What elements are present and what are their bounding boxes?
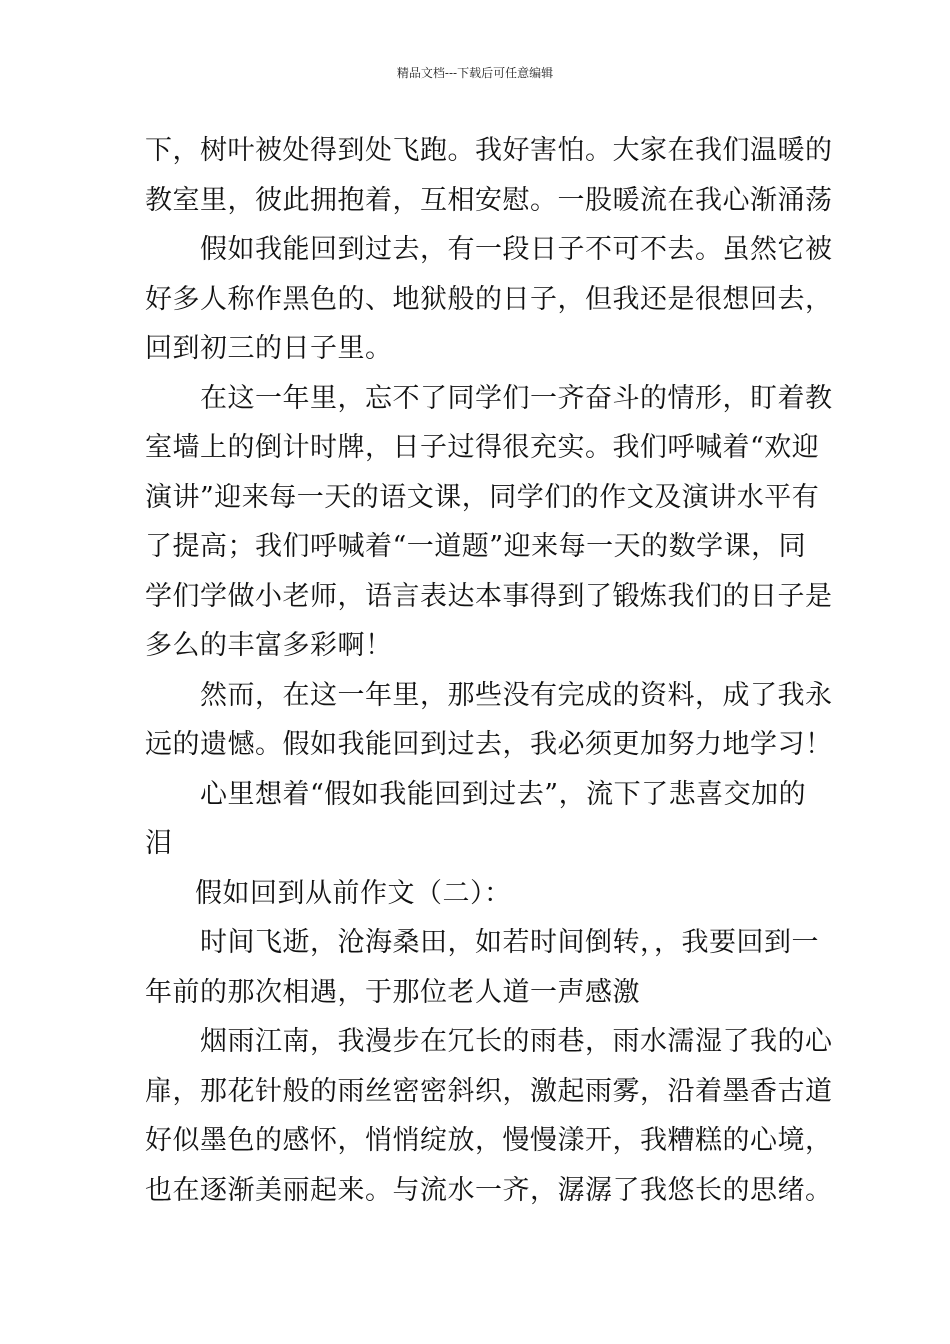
text-line: 心里想着“假如我能回到过去”，流下了悲喜交加的 [200, 778, 807, 810]
text-line: 时间飞逝，沧海桑田，如若时间倒转，，我要回到一 [200, 927, 819, 958]
text-line: 年前的那次相遇，于那位老人道一声感激 [145, 976, 640, 1008]
text-line: 远的遗憾。假如我能回到过去，我必须更加努力地学习！ [145, 729, 833, 760]
text-line: 然而，在这一年里，那些没有完成的资料，成了我永 [200, 679, 833, 711]
text-line: 也在逐渐美丽起来。与流水一齐，潺潺了我悠长的思绪。 [145, 1174, 833, 1206]
text-line: 在这一年里，忘不了同学们一齐奋斗的情形，盯着教 [200, 382, 833, 414]
text-line: 室墙上的倒计时牌，日子过得很充实。我们呼喊着“欢迎 [145, 432, 820, 463]
text-line: 泪 [145, 828, 173, 859]
text-line: 演讲”迎来每一天的语文课，同学们的作文及演讲水平有 [145, 481, 820, 513]
document-body [145, 126, 833, 1215]
text-line: 学们学做小老师，语言表达本事得到了锻炼我们的日子是 [145, 580, 833, 612]
section-heading: 假如回到从前作文（二）： [195, 877, 512, 909]
text-line: 好多人称作黑色的、地狱般的日子，但我还是很想回去， [145, 283, 833, 315]
text-line: 烟雨江南，我漫步在冗长的雨巷，雨水濡湿了我的心 [200, 1026, 833, 1057]
text-line: 好似墨色的感怀，悄悄绽放，慢慢漾开，我糟糕的心境， [145, 1125, 833, 1156]
text-line: 扉，那花针般的雨丝密密斜织，激起雨雾，沿着墨香古道 [145, 1075, 833, 1107]
text-line: 教室里，彼此拥抱着，互相安慰。一股暖流在我心渐涌荡 [145, 184, 833, 216]
text-line: 回到初三的日子里。 [145, 333, 393, 364]
text-line: 了提高；我们呼喊着“一道题”迎来每一天的数学课，同 [145, 531, 807, 562]
text-line: 假如我能回到过去，有一段日子不可不去。虽然它被 [200, 234, 833, 265]
text-line: 多么的丰富多彩啊！ [145, 630, 393, 661]
text-line: 下，树叶被处得到处飞跑。我好害怕。大家在我们温暖的 [145, 135, 833, 166]
page-header: 精品文档---下载后可任意编辑 [396, 66, 554, 80]
